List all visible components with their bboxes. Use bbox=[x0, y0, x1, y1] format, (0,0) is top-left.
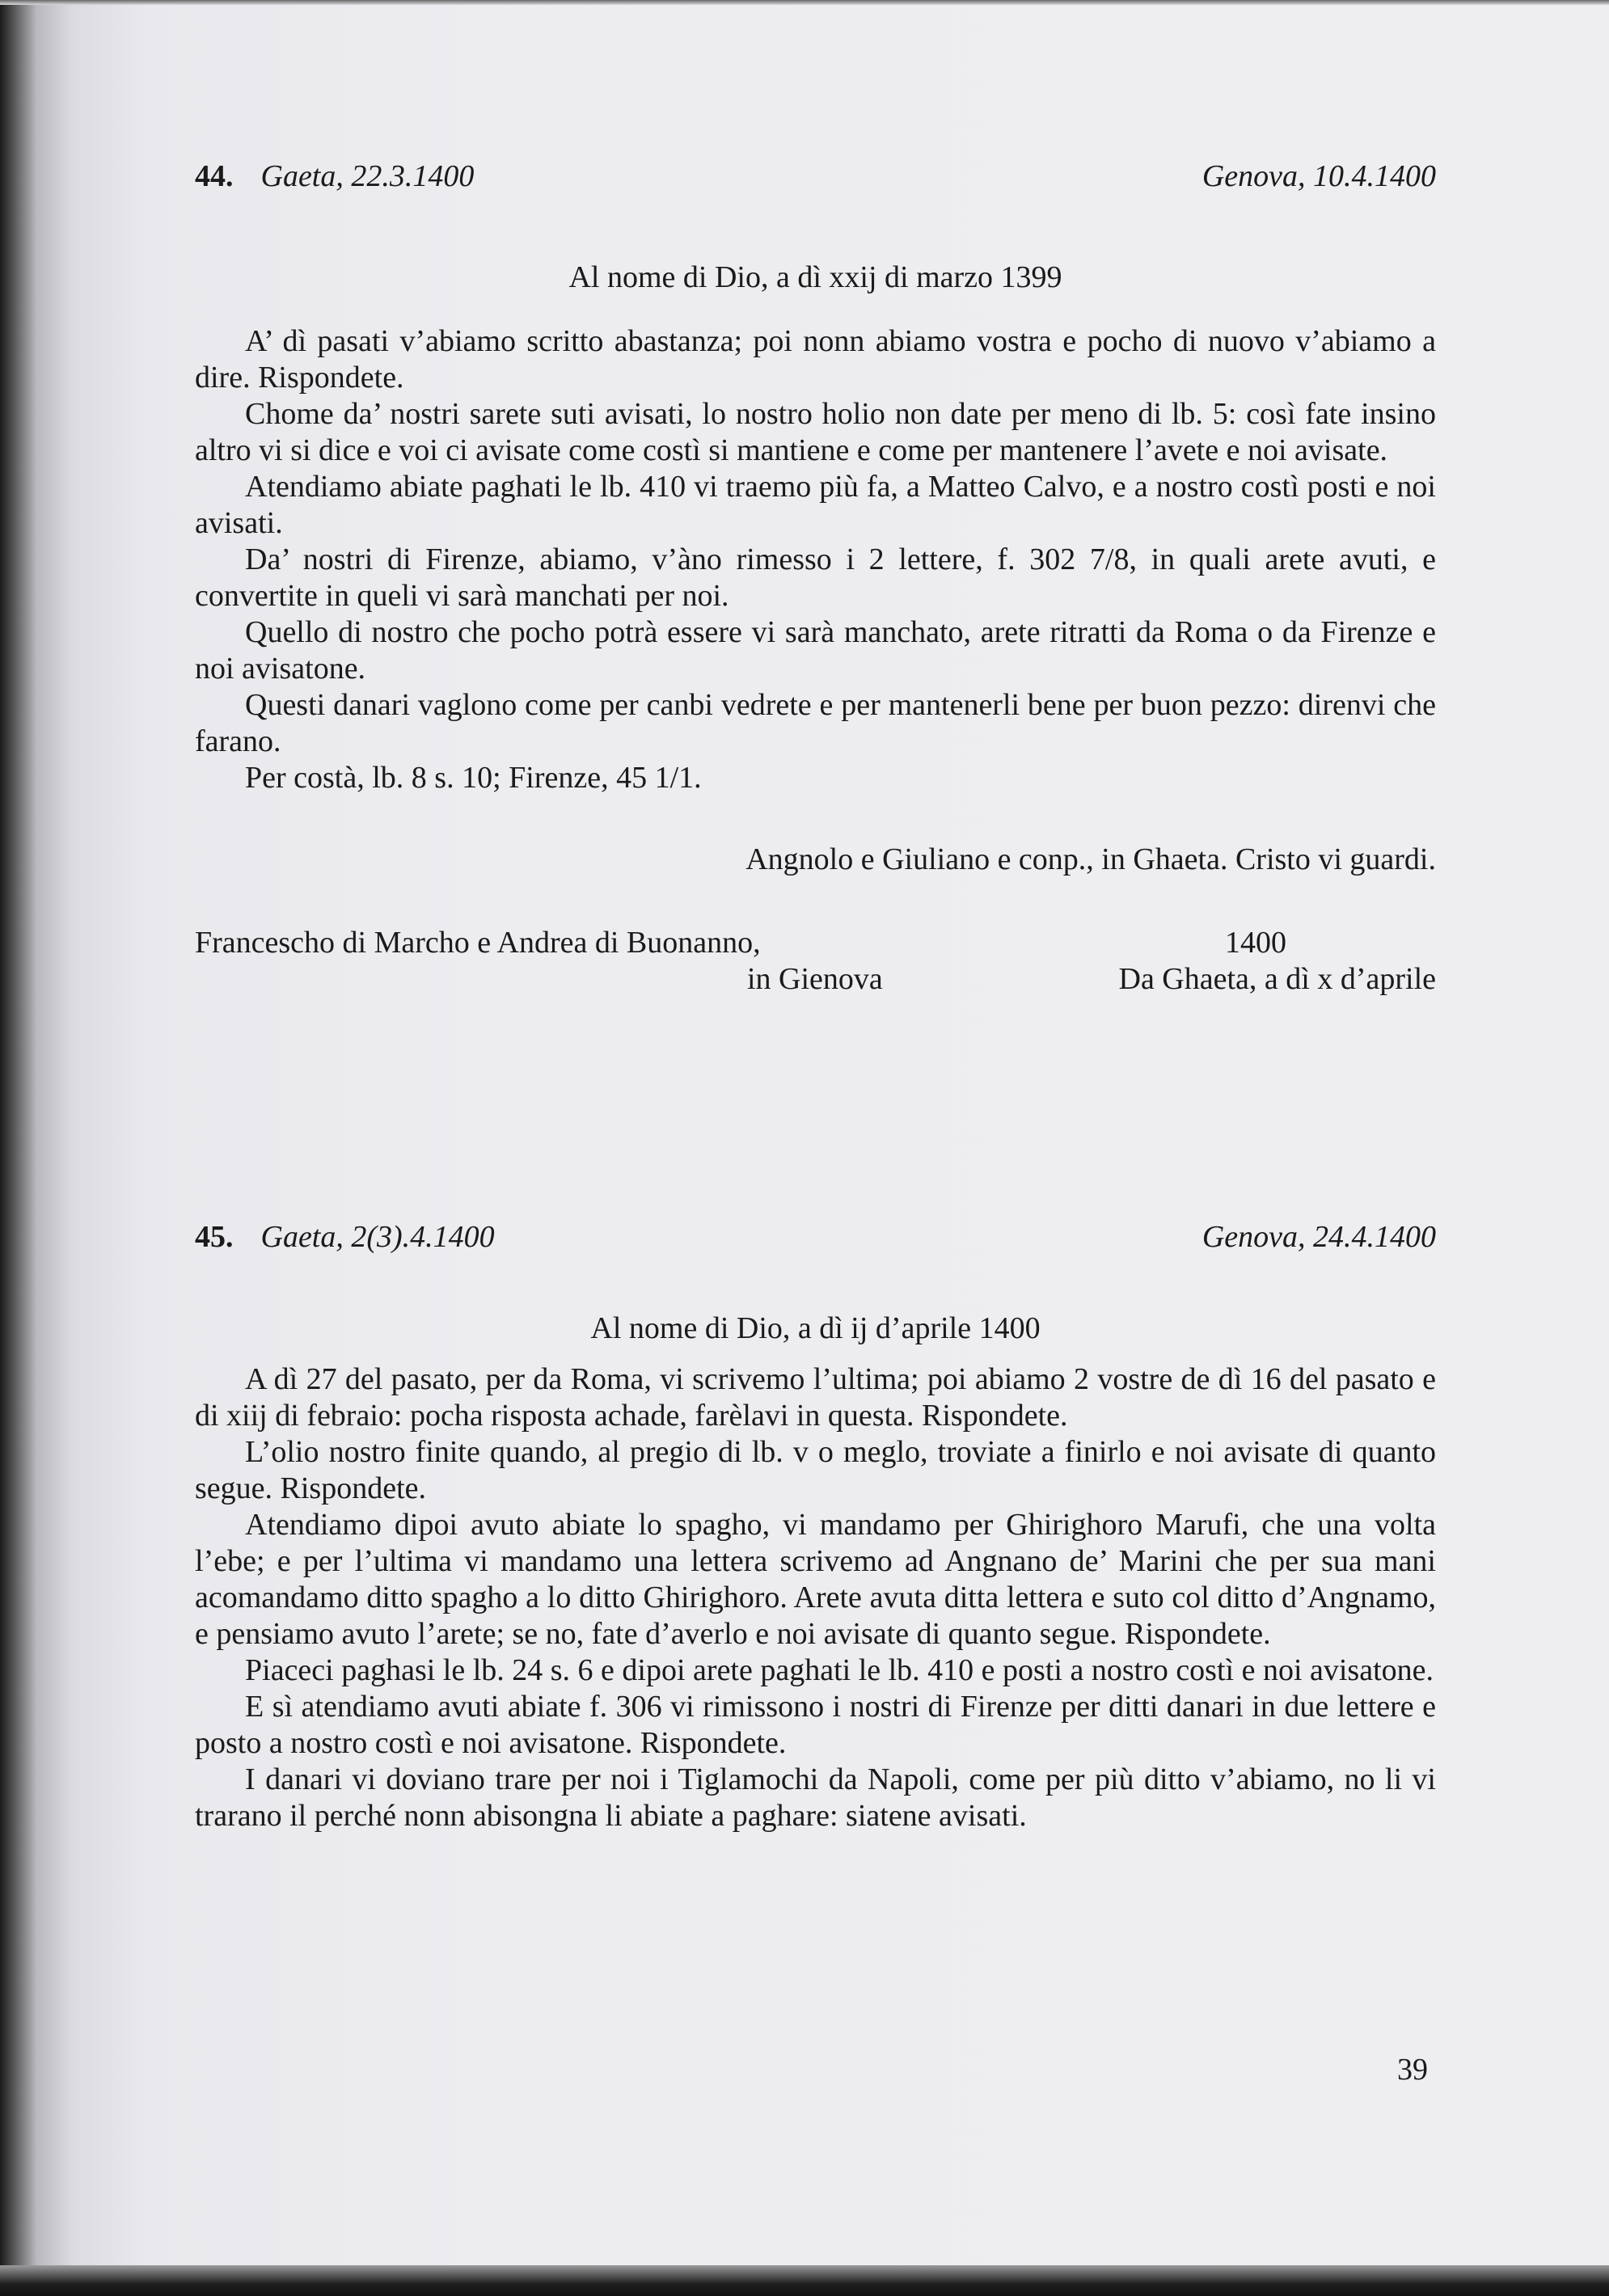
docket-year: 1400 bbox=[1225, 926, 1286, 960]
letter-address-city: in Gienova bbox=[747, 962, 883, 996]
docket: Da Ghaeta, a dì x d’aprile bbox=[1118, 962, 1436, 996]
paragraph: Per costà, lb. 8 s. 10; Firenze, 45 1/1. bbox=[245, 761, 702, 795]
letter-number: 45. bbox=[195, 1220, 234, 1254]
paragraph: I danari vi doviano trare per noi i Tiglamochi da Napoli, come per più ditto v’abiamo, no li vi trarano il perché nonn abisongna li abiate a paghare: siatene avisati. bbox=[195, 1762, 1436, 1833]
letter-invocation: Al nome di Dio, a dì xxij di marzo 1399 bbox=[568, 260, 1062, 294]
letter-address-row-2 bbox=[195, 961, 1436, 998]
paragraph: E sì atendiamo avuti abiate f. 306 vi rimissono i nostri di Firenze per ditti danari in due lettere e posto a nostro costì e noi avisatone. Rispondete. bbox=[195, 1690, 1436, 1760]
letter-invocation: Al nome di Dio, a dì ij d’aprile 1400 bbox=[590, 1311, 1041, 1345]
paragraph: Atendiamo dipoi avuto abiate lo spagho, vi mandamo per Ghirighoro Marufi, che una volta l’ebe; e per l’ultima vi mandamo una lettera scrivemo ad Angnano de’ Marini che per sua mani acomandamo ditto spagho a lo ditto Ghirighoro. Arete avuta ditta lettera e suto col ditto d’Angnamo, e pensiamo avuto l’arete; se no, fate d’averlo e noi avisate di quanto segue. Rispondete. bbox=[195, 1508, 1436, 1651]
paragraph: A’ dì pasati v’abiamo scritto abastanza; poi nonn abiamo vostra e pocho di nuovo v’abiamo a dire. Rispondete. bbox=[195, 324, 1436, 395]
paragraph: Chome da’ nostri sarete suti avisati, lo nostro holio non date per meno di lb. 5: così fate insino altro vi si dice e voi ci avisate come costì si mantiene e come per mantenere l’avete e noi avisate. bbox=[195, 397, 1436, 467]
page-bottom-edge bbox=[0, 2265, 1609, 2296]
paragraph: Da’ nostri di Firenze, abiamo, v’àno rimesso i 2 lettere, f. 302 7/8, in quali arete avuti, e convertite in queli vi sarà manchati per noi. bbox=[195, 542, 1436, 613]
letter-body bbox=[195, 323, 1436, 796]
letter-address-row bbox=[195, 925, 1436, 961]
paragraph: Questi danari vaglono come per canbi vedrete e per mantenerli bene per buon pezzo: direnvi che farano. bbox=[195, 688, 1436, 758]
letter-address: Francescho di Marcho e Andrea di Buonanno, bbox=[195, 926, 761, 960]
letter-origin: Gaeta, 22.3.1400 bbox=[260, 159, 475, 193]
page-number: 39 bbox=[1397, 2053, 1428, 2087]
letter-destination: Genova, 10.4.1400 bbox=[1201, 159, 1436, 193]
paragraph: Piaceci paghasi le lb. 24 s. 6 e dipoi arete paghati le lb. 410 e posti a nostro costì e noi avisatone. bbox=[245, 1653, 1434, 1687]
letter-origin: Gaeta, 2(3).4.1400 bbox=[260, 1220, 495, 1254]
paragraph: Quello di nostro che pocho potrà essere vi sarà manchato, arete ritratti da Roma o da Firenze e noi avisatone. bbox=[195, 615, 1436, 686]
paragraph: A dì 27 del pasato, per da Roma, vi scrivemo l’ultima; poi abiamo 2 vostre de dì 16 del pasato e di xiij di febraio: pocha risposta achade, farèlavi in questa. Rispondete. bbox=[195, 1362, 1436, 1433]
letter-signature: Angnolo e Giuliano e conp., in Ghaeta. Cristo vi guardi. bbox=[745, 842, 1436, 876]
letter-destination: Genova, 24.4.1400 bbox=[1201, 1220, 1436, 1254]
letter-44 bbox=[195, 158, 1436, 998]
letter-number: 44. bbox=[195, 159, 234, 193]
paragraph: L’olio nostro finite quando, al pregio di lb. v o meglo, troviate a finirlo e noi avisate di quanto segue. Rispondete. bbox=[195, 1435, 1436, 1505]
page-top-edge bbox=[0, 0, 1609, 5]
letter-45 bbox=[195, 1219, 1436, 1834]
letter-header bbox=[195, 1219, 1436, 1256]
letter-body bbox=[195, 1361, 1436, 1834]
letter-header bbox=[195, 158, 1436, 195]
paragraph: Atendiamo abiate paghati le lb. 410 vi traemo più fa, a Matteo Calvo, e a nostro costì posti e noi avisati. bbox=[195, 470, 1436, 540]
